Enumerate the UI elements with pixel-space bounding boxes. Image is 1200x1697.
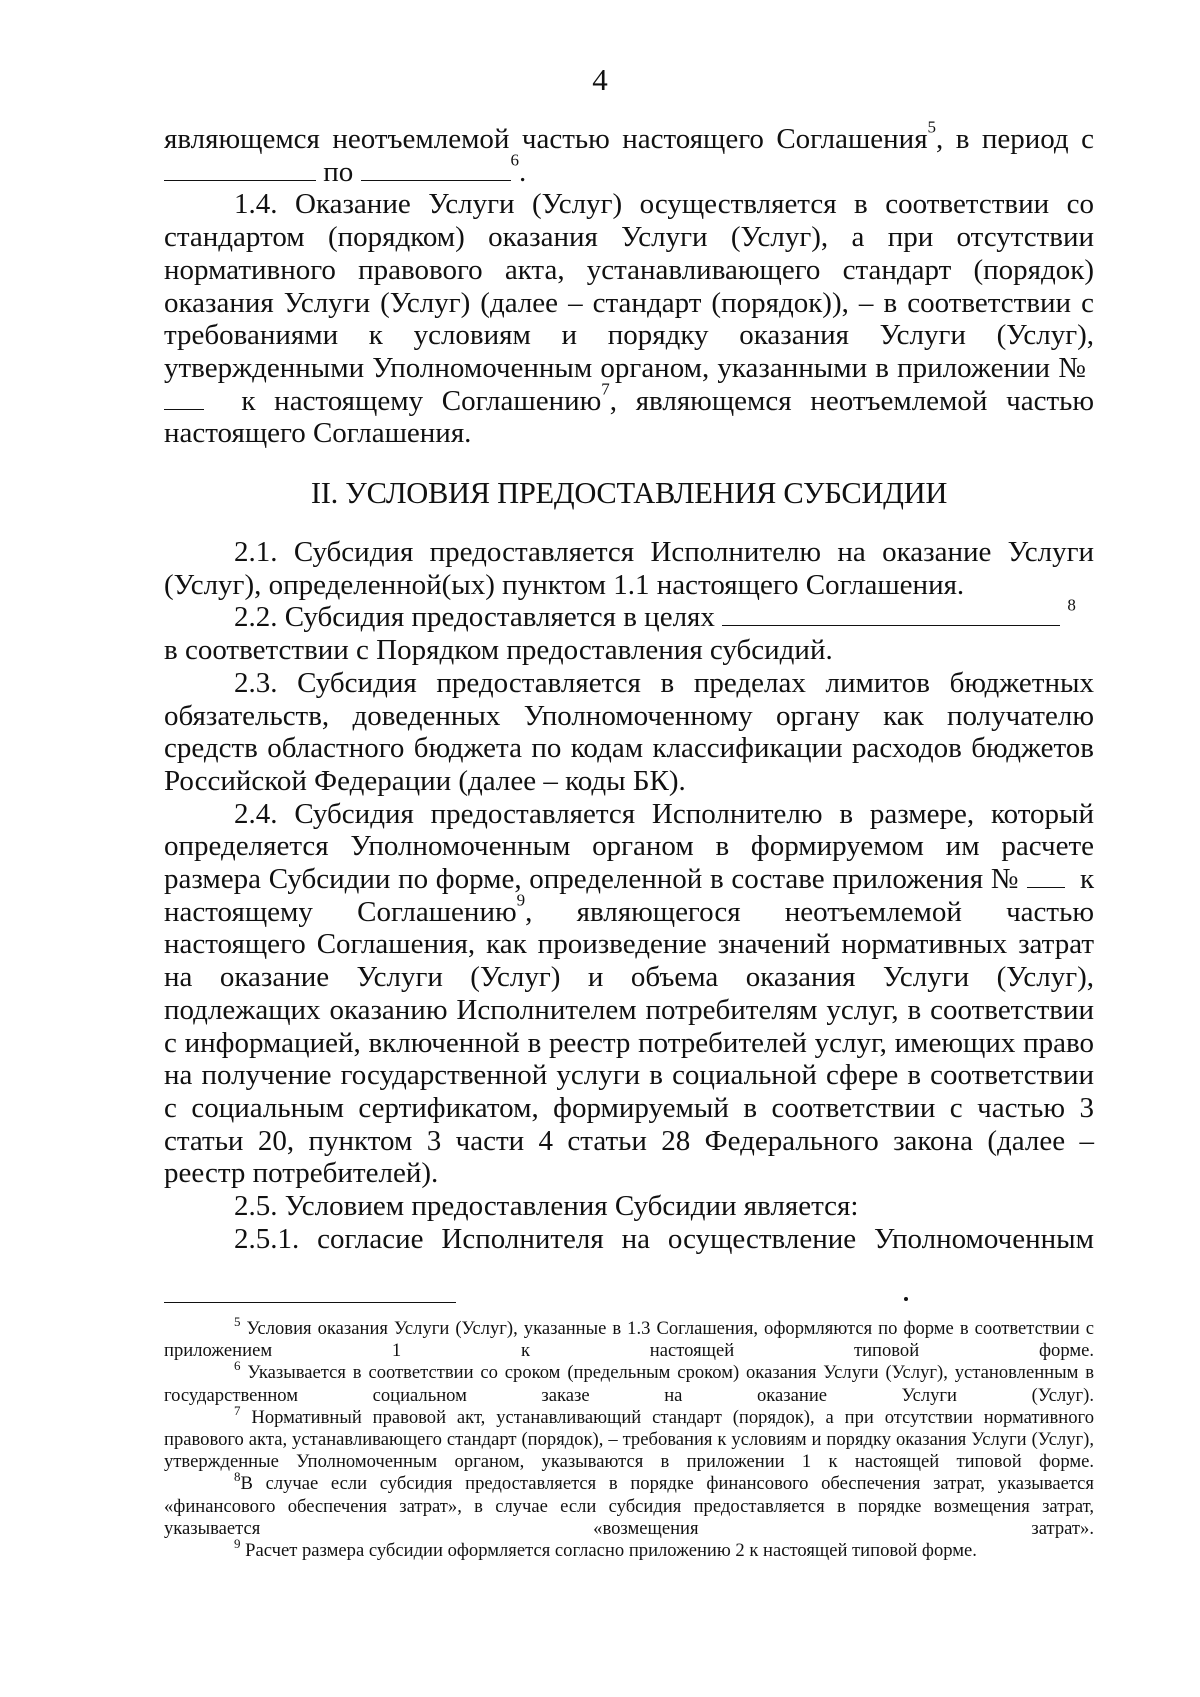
footnote-separator [164,1302,456,1303]
blank-appendix-number [164,387,204,410]
footnote-ref-7: 7 [601,379,610,399]
paragraph-2-2: 2.2. Субсидия предоставляется в целях $^8$ в соответствии с Порядком предоставления субсидий. [164,596,1076,667]
paragraph-intro-line-1: являющемся неотъемлемой частью настоящего Соглашения$^5$, в период с [164,117,1094,155]
blank-purpose [722,603,1060,626]
footnote-5: $^5$ Условия оказания Услуги (Услуг), указанные в 1.3 Соглашения, оформляются по форме в соответствии с приложением 1 к настоящей типовой форме. [164,1314,1094,1362]
footnote-ref-9: 9 [516,890,526,910]
paragraph-2-1: 2.1. Субсидия предоставляется Исполнителю на оказание Услуги (Услуг), определенной(ых) пунктом 1.1 настоящего Соглашения. [164,536,1094,601]
section-title: II. УСЛОВИЯ ПРЕДОСТАВЛЕНИЯ СУБСИДИИ [310,476,948,511]
page-number: 4 [592,62,608,97]
footnote-6: $^6$ Указывается в соответствии со сроком (предельным сроком) оказания Услуги (Услуг), установленным в государственном социальном заказе на оказание Услуги (Услуг). [164,1358,1094,1406]
blank-appendix-number-2 [1027,865,1065,888]
paragraph-2-4: 2.4. Субсидия предоставляется Исполнителю в размере, который определяется Уполномоченным органом в формируемом им расчете размера Субсидии по форме, определенной в составе приложения № к настоящему Соглашению$^9$, являющегося неотъемлемой частью настоящего Соглашения, как произведение значений нормативных затрат на оказание Услуги (Услуг) и объема оказания Услуги (Услуг), подлежащих оказанию Исполнителем потребителям услуг, в соответствии с информацией, включенной в реестр потребителей услуг, имеющих право на получение государственной услуги в социальной сфере в соответствии с социальным сертификатом, формируемый в соответствии с частью 3 статьи 20, пунктом 3 части 4 статьи 28 Федерального закона (далее – реестр потребителей). [164,797,1095,1190]
paragraph-intro-line-2: по $^6$. [164,156,1094,189]
paragraph-1-4: 1.4. Оказание Услуги (Услуг) осуществляется в соответствии со стандартом (порядком) оказания Услуги (Услуг), а при отсутствии нормативного правового акта, устанавливающего стандарт (порядок) оказания Услуги (Услуг) (далее – стандарт (порядок)), – в соответствии с требованиями к условиям и порядку оказания Услуги (Услуг), утвержденными Уполномоченным органом, указанными в приложении № к настоящему Соглашению$^7$, являющемся неотъемлемой частью настоящего Соглашения. [164,188,1095,450]
footnote-ref-8: 8 [1067,596,1076,616]
footnote-9: $^9$ Расчет размера субсидии оформляется согласно приложению 2 к настоящей типовой форме. [234,1536,977,1562]
paragraph-2-5: 2.5. Условием предоставления Субсидии является: [234,1190,859,1223]
stray-dot [904,1297,908,1301]
blank-date-from [164,158,316,181]
paragraph-2-5-1: 2.5.1. согласие Исполнителя на осуществление Уполномоченным [234,1222,1094,1255]
footnote-ref-5: 5 [927,117,937,137]
blank-date-to [361,158,511,181]
paragraph-2-3: 2.3. Субсидия предоставляется в пределах лимитов бюджетных обязательств, доведенных Уполномоченному органу как получателю средств областного бюджета по кодам классификации расходов бюджетов Российской Федерации (далее – коды БК). [164,666,1094,797]
footnote-ref-6: 6 [510,150,520,170]
footnote-7: $^7$ Нормативный правовой акт, устанавливающий стандарт (порядок), а при отсутствии нормативного правового акта, устанавливающего стандарт (порядок), – требования к условиям и порядку оказания Услуги (Услуг), утвержденные Уполномоченным органом, указываются в приложении 1 к настоящей типовой форме. [164,1403,1094,1473]
footnote-8: $^8$В случае если субсидия предоставляется в порядке финансового обеспечения затрат, указывается «финансового обеспечения затрат», в случае если субсидия предоставляется в порядке возмещения затрат, указывается «возмещения затрат». [164,1469,1094,1539]
footnotes [164,1314,1094,1562]
document-body [164,117,1095,1256]
